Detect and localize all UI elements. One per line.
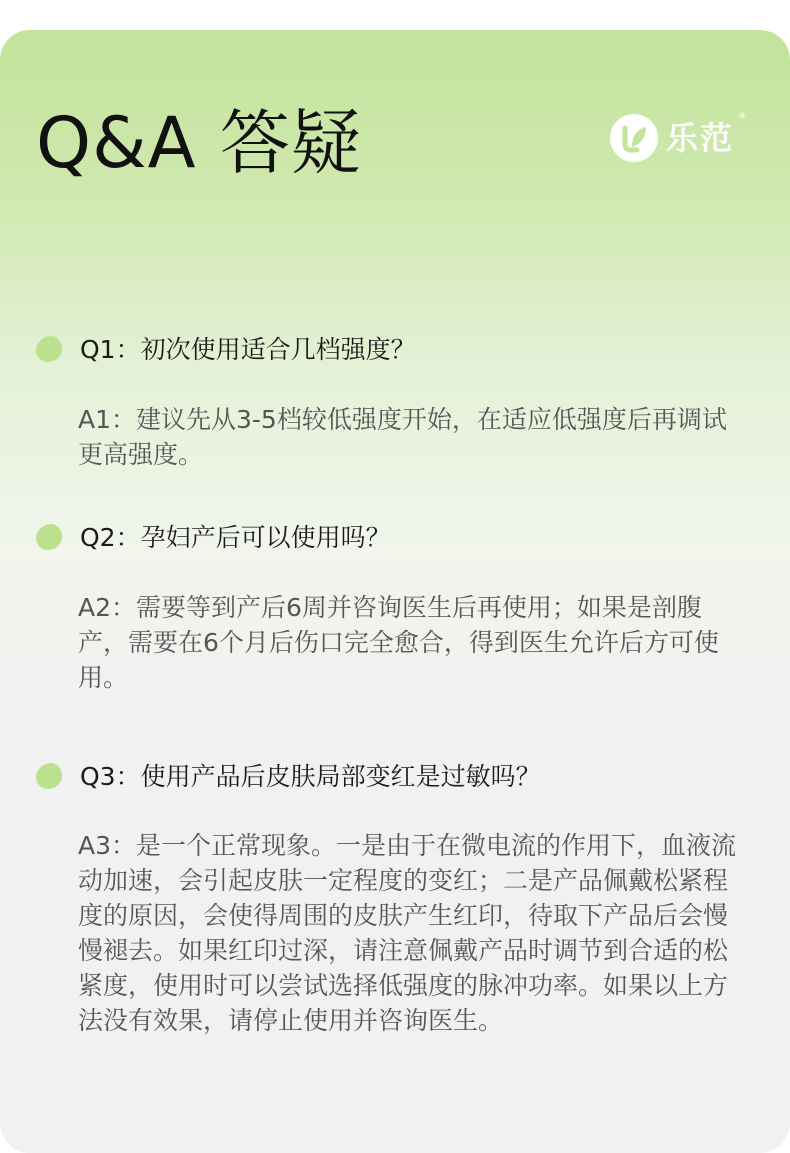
- bullet-dot-icon: [36, 336, 62, 362]
- question-row-1: [36, 336, 416, 362]
- brand-logo: [610, 114, 747, 162]
- answer-text: A3：是一个正常现象。一是由于在微电流的作用下，血液流动加速，会引起皮肤一定程度的变红；二是产品佩戴松紧程度的原因，会使得周围的皮肤产生红印，待取下产品后会慢慢褪去。如果红印过深，请注意佩戴产品时调节到合适的松紧度，使用时可以尝试选择低强度的脉冲功率。如果以上方法没有效果，请停止使用并咨询医生。: [78, 831, 737, 1035]
- leaf-letter-icon: [610, 114, 658, 162]
- answer-text: A1：建议先从3-5档较低强度开始，在适应低强度后再调试更高强度。: [78, 405, 727, 469]
- page-title: Q&A 答疑: [36, 102, 362, 184]
- question-row-3: [36, 763, 541, 789]
- bullet-dot-icon: [36, 763, 62, 789]
- question-text: Q2：孕妇产后可以使用吗？: [80, 522, 391, 552]
- qa-card: [0, 30, 790, 1153]
- brand-name: 乐范: [666, 119, 735, 157]
- question-text: Q3：使用产品后皮肤局部变红是过敏吗？: [80, 761, 541, 791]
- question-text: Q1：初次使用适合几档强度？: [80, 334, 416, 364]
- question-row-2: [36, 524, 391, 550]
- answer-text: A2：需要等到产后6周并咨询医生后再使用；如果是剖腹产，需要在6个月后伤口完全愈合，得到医生允许后方可使用。: [78, 593, 719, 692]
- bullet-dot-icon: [36, 524, 62, 550]
- registered-mark: ®: [738, 112, 748, 122]
